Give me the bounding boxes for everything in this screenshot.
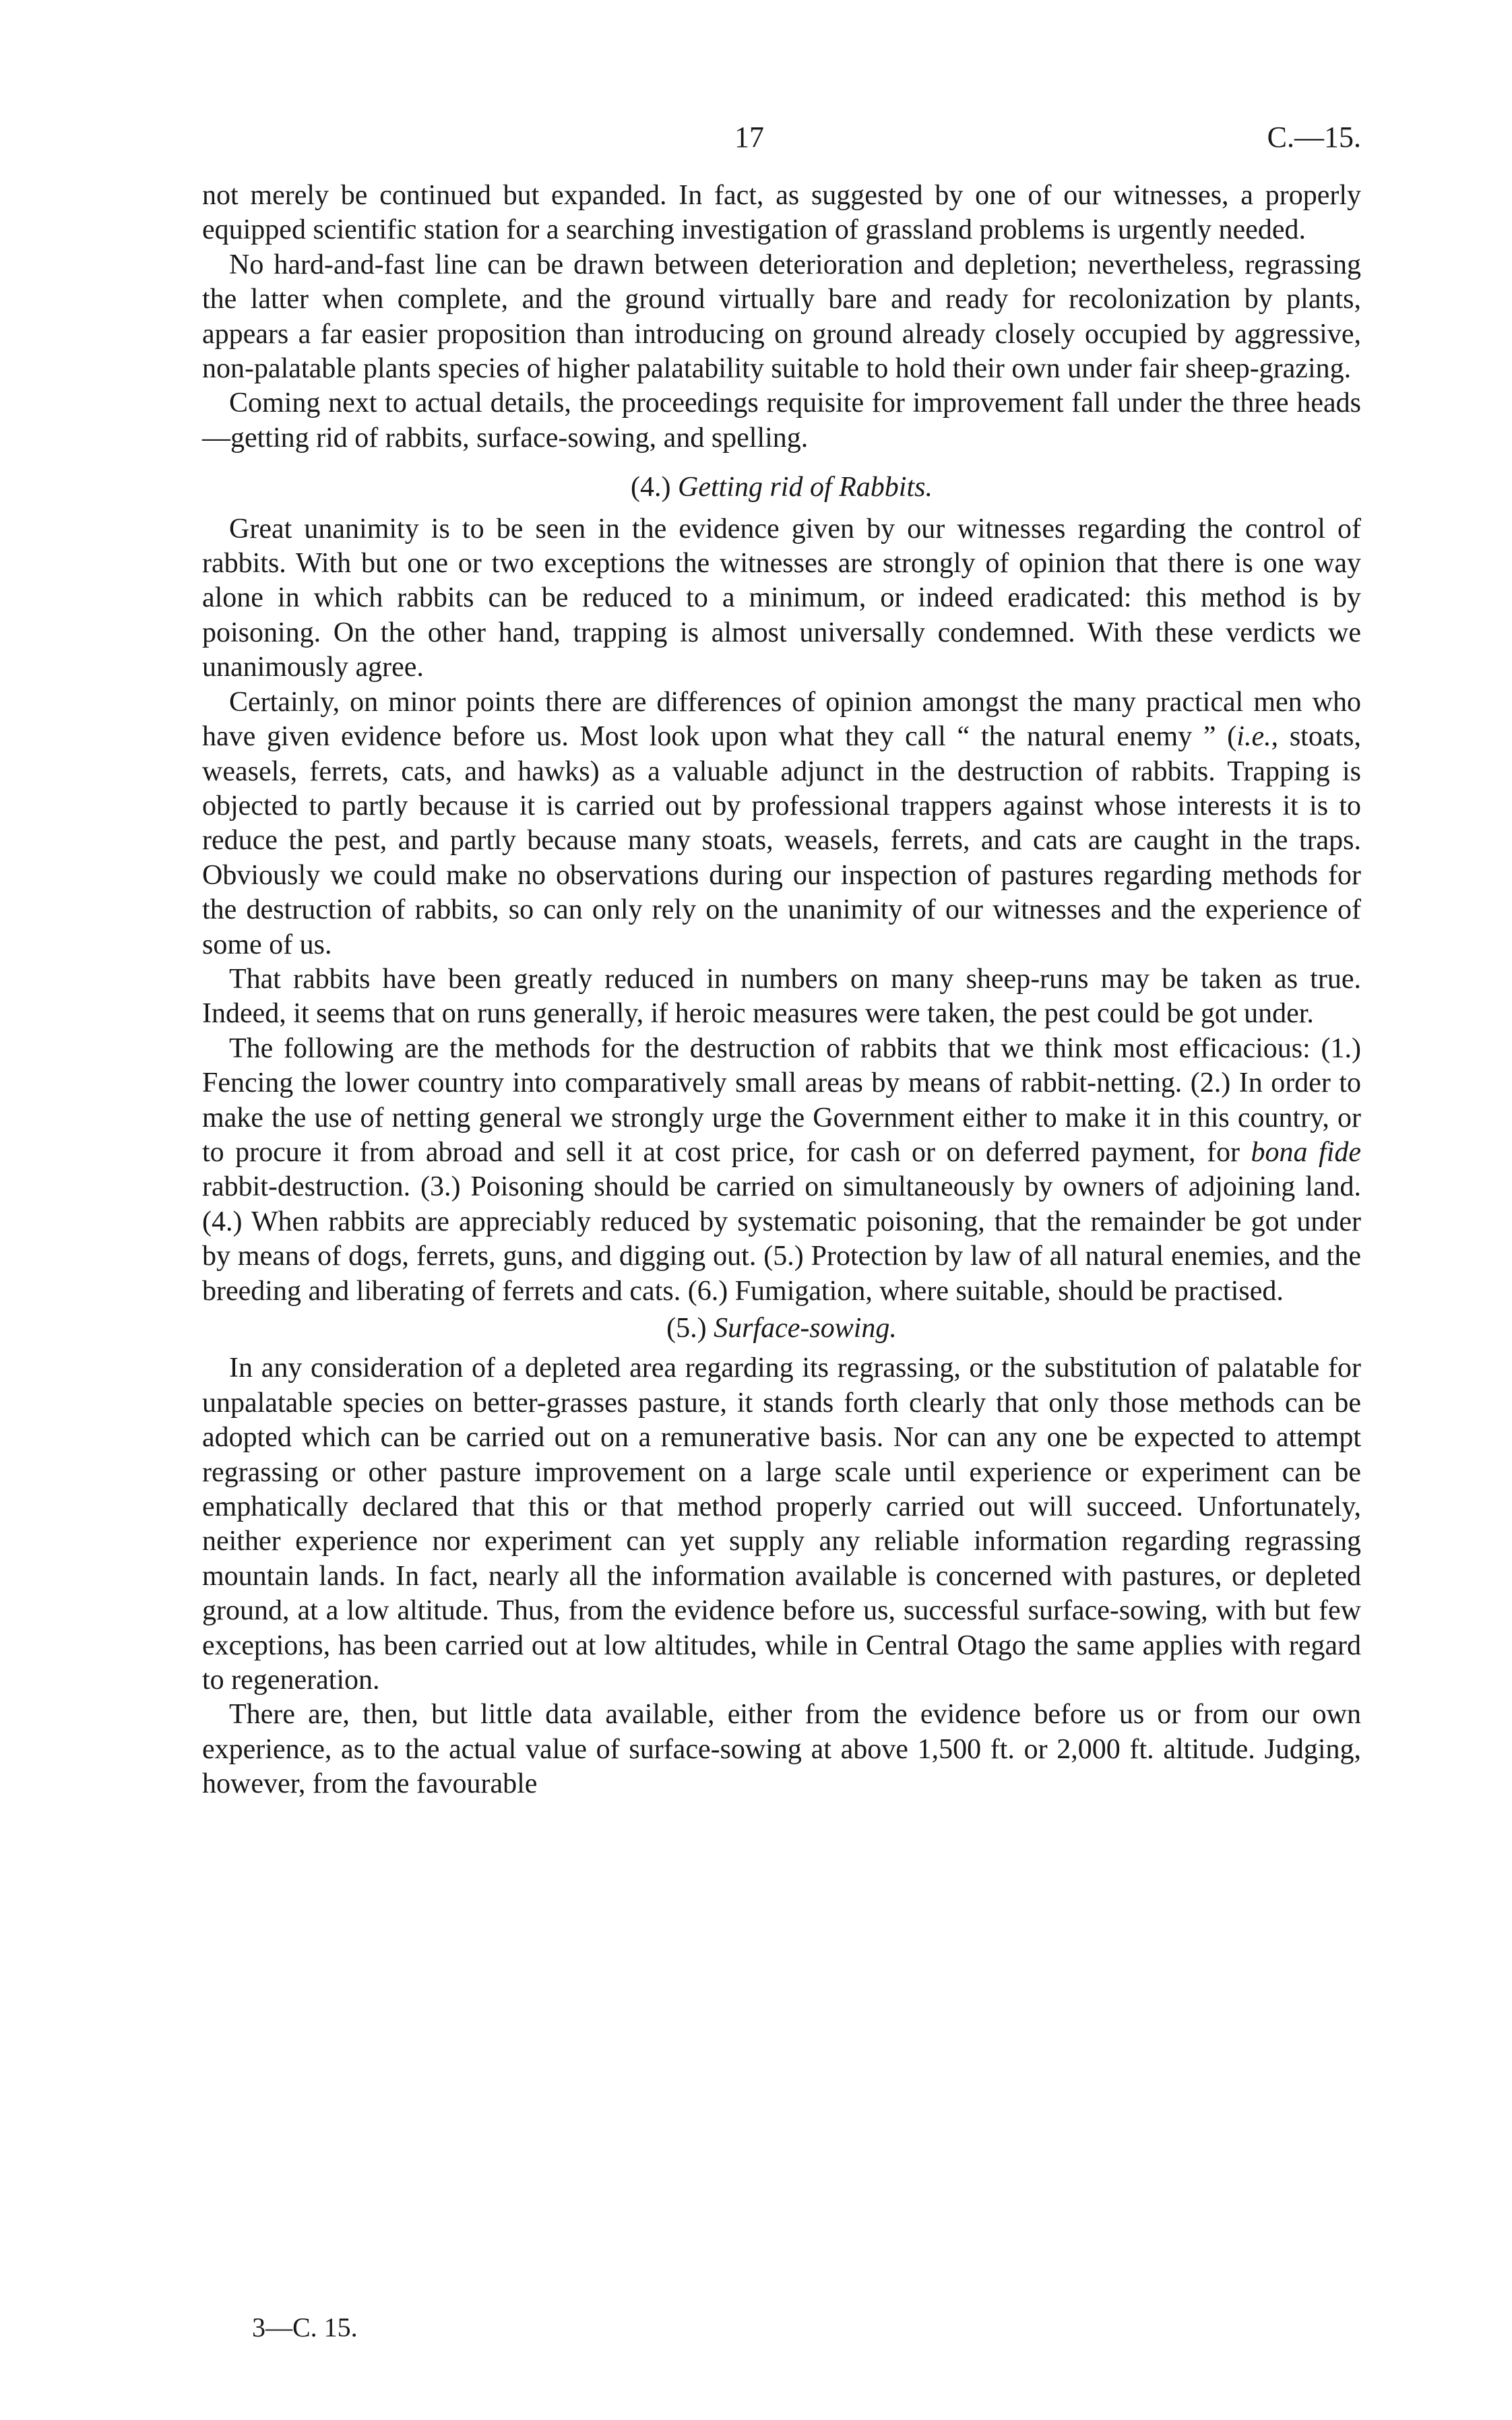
section-heading-rabbits [202,470,1361,505]
paragraph-deterioration: No hard-and-fast line can be drawn between deterioration and depletion; nevertheless, regrassing the latter when complete, and the ground virtually bare and ready for recolonization by plants, appears a far easier proposition than introducing on ground already closely occupied by aggressive, non-palatable plants species of higher palatability suitable to hold their own under fair sheep-grazing. [202,249,1361,385]
paragraph-details: Coming next to actual details, the proceedings requisite for improvement fall under the three heads—getting rid of rabbits, surface-sowing, and spelling. [202,387,1361,454]
section-title: Getting rid of Rabbits. [677,472,933,503]
page-header [202,120,1361,160]
paragraph-methods [202,1032,1361,1309]
page-number: 17 [734,121,764,154]
text-run: , stoats, weasels, ferrets, cats, and hawks) as a valuable adjunct in the destruction of rabbits. Trapping is objected to partly because it is carried out by professional trappers against whose interests it is to reduce the pest, and partly because many stoats, weasels, ferrets, and cats are caught in the traps. Obviously we could make no observations during our inspection of pastures regarding methods for the destruction of rabbits, so can only rely on the unanimity of our witnesses and the experience of some of us. [202,721,1362,960]
body-text [202,179,1361,1802]
paragraph-little-data: There are, then, but little data available, either from the evidence before us or from our own experience, as to the actual value of surface-sowing at above 1,500 ft. or 2,000 ft. altitude. Judging, however, from the favourable [202,1699,1361,1800]
section-number: (4.) [631,472,671,503]
section-heading-surface-sowing [202,1311,1361,1346]
section-number: (5.) [666,1313,707,1344]
page-signature: 3—C. 15. [252,2312,358,2343]
italic-bona-fide: bona fide [1251,1136,1361,1168]
text-run: rabbit-destruction. (3.) Poisoning should be carried on simultaneously by owners of adjoining land. (4.) When rabbits are appreciably reduced by systematic poisoning, that the remainder be got under by means of dogs, ferrets, guns, and digging out. (5.) Protection by law of all natural enemies, and the breeding and liberating of ferrets and cats. (6.) Fumigation, where suitable, should be practised. [202,1171,1361,1307]
document-reference: C.—15. [1267,121,1361,154]
text-run: Certainly, on minor points there are differences of opinion amongst the many practical men who have given evidence before us. Most look upon what they call “ the natural enemy ” ( [202,686,1361,753]
text-run: The following are the methods for the destruction of rabbits that we think most efficacious: (1.) Fencing the lower country into comparatively small areas by means of rabbit-netting. (2.) In order to make the use of netting general we strongly urge the Government either to make it in this country, or to procure it from abroad and sell it at cost price, for cash or on deferred payment, for [202,1032,1361,1168]
paragraph-continued: not merely be continued but expanded. In fact, as suggested by one of our witnesses, a properly equipped scientific station for a searching investigation of grassland problems is urgently needed. [202,180,1361,246]
paragraph-reduced: That rabbits have been greatly reduced in numbers on many sheep-runs may be taken as true. Indeed, it seems that on runs generally, if heroic measures were taken, the pest could be got under. [202,963,1361,1030]
paragraph-unanimity: Great unanimity is to be seen in the evidence given by our witnesses regarding the control of rabbits. With but one or two exceptions the witnesses are strongly of opinion that there is one way alone in which rabbits can be reduced to a minimum, or indeed eradicated: this method is by poisoning. On the other hand, trapping is almost universally condemned. With these verdicts we unanimously agree. [202,513,1361,683]
paragraph-differences [202,685,1361,962]
paragraph-depleted-area: In any consideration of a depleted area regarding its regrassing, or the substitution of palatable for unpalatable species on better-grasses pasture, it stands forth clearly that only those methods can be adopted which can be carried out on a remunerative basis. Nor can any one be expected to attempt regrassing or other pasture improvement on a large scale until experience or experiment can be emphatically declared that this or that method properly carried out will succeed. Unfortunately, neither experience nor experiment can yet supply any reliable information regarding regrassing mountain lands. In fact, nearly all the information available is concerned with pastures, or depleted ground, at a low altitude. Thus, from the evidence before us, successful surface-sowing, with but few exceptions, has been carried out at low altitudes, while in Central Otago the same applies with regard to regeneration. [202,1353,1361,1696]
italic-ie: i.e. [1236,721,1271,753]
section-title: Surface-sowing. [714,1313,897,1344]
